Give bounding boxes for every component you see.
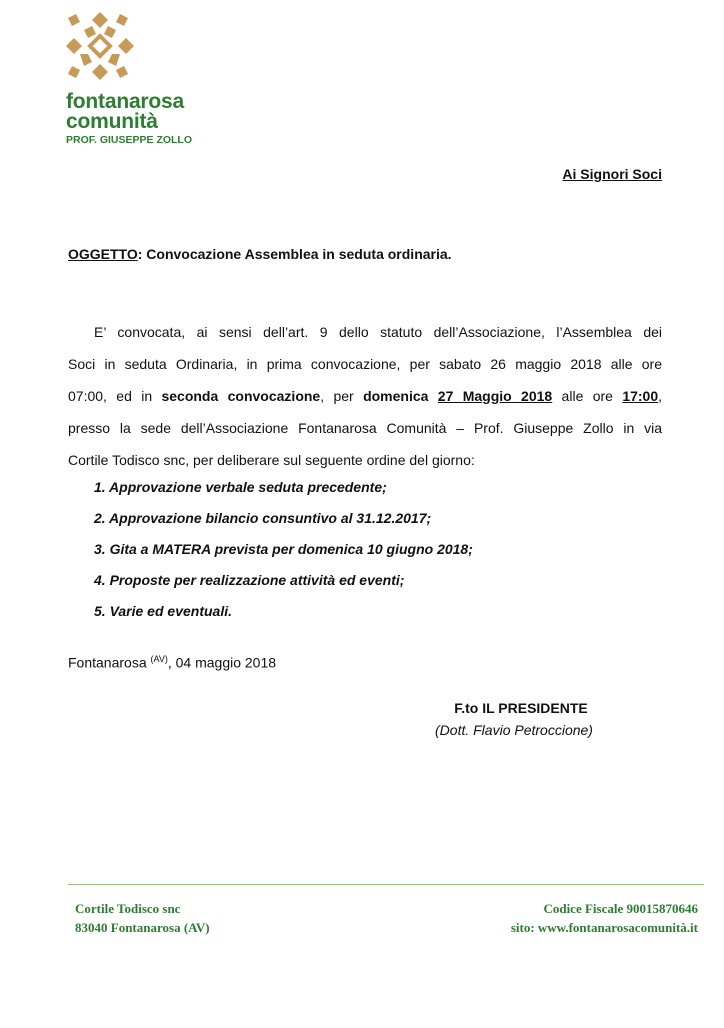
body-text-segment xyxy=(428,388,437,404)
recipient-line: Ai Signori Soci xyxy=(562,166,662,182)
body-paragraph xyxy=(68,316,662,476)
subject-text: Convocazione Assemblea in seduta ordinaria. xyxy=(142,246,452,262)
footer-address-line: Cortile Todisco snc xyxy=(75,901,181,916)
agenda-item: 2. Approvazione bilancio consuntivo al 31.12.2017; xyxy=(94,510,432,526)
body-text-segment: alle ore xyxy=(552,388,623,404)
letter-date: , 04 maggio 2018 xyxy=(167,654,277,671)
footer-address xyxy=(75,899,210,937)
body-text-segment: , per xyxy=(320,388,364,404)
agenda-item: 4. Proposte per realizzazione attività ed eventi; xyxy=(94,572,405,588)
agenda-item: 1. Approvazione verbale seduta precedente; xyxy=(94,479,387,495)
signature-name: (Dott. Flavio Petroccione) xyxy=(435,722,593,738)
footer-website: sito: www.fontanarosacomunità.it xyxy=(510,920,698,935)
agenda-item: 5. Varie ed eventuali. xyxy=(94,603,232,619)
second-call-label: seconda convocazione xyxy=(161,388,321,404)
meeting-date: 27 Maggio 2018 xyxy=(437,388,553,404)
subject-separator: : xyxy=(137,246,143,262)
footer-address-line: 83040 Fontanarosa (AV) xyxy=(75,920,210,935)
footer-tax-code: Codice Fiscale 90015870646 xyxy=(543,901,698,916)
signature-block xyxy=(424,697,604,741)
agenda-item: 3. Gita a MATERA prevista per domenica 10 giugno 2018; xyxy=(94,541,473,557)
signature-title: F.to IL PRESIDENTE xyxy=(454,700,588,716)
body-text-segment: 07:00, ed in xyxy=(68,388,162,404)
body-line-3 xyxy=(68,380,662,412)
footer-contact xyxy=(511,899,698,937)
logo-emblem-icon xyxy=(66,12,134,80)
agenda-list xyxy=(94,472,473,627)
footer-divider xyxy=(68,884,704,885)
subject-line xyxy=(68,246,452,262)
logo-text-line1: fontanarosa xyxy=(66,90,184,113)
body-line-1: E’ convocata, ai sensi dell’art. 9 dello statuto dell’Associazione, l’Assemblea dei xyxy=(94,324,662,340)
logo xyxy=(66,12,206,147)
place-date xyxy=(68,654,276,671)
place-city: Fontanarosa xyxy=(68,654,151,671)
body-text-segment: , xyxy=(658,388,663,404)
logo-text-line3: PROF. GIUSEPPE ZOLLO xyxy=(66,134,193,146)
meeting-time: 17:00 xyxy=(622,388,659,404)
meeting-day: domenica xyxy=(363,388,429,404)
logo-text-line2: comunità xyxy=(66,110,158,133)
body-line-2: Soci in seduta Ordinaria, in prima convocazione, per sabato 26 maggio 2018 alle ore xyxy=(68,356,662,372)
subject-label: OGGETTO xyxy=(68,246,138,262)
body-line-5: Cortile Todisco snc, per deliberare sul seguente ordine del giorno: xyxy=(68,452,475,468)
place-province: (AV) xyxy=(150,654,168,664)
body-line-4: presso la sede dell’Associazione Fontanarosa Comunità – Prof. Giuseppe Zollo in via xyxy=(68,420,662,436)
